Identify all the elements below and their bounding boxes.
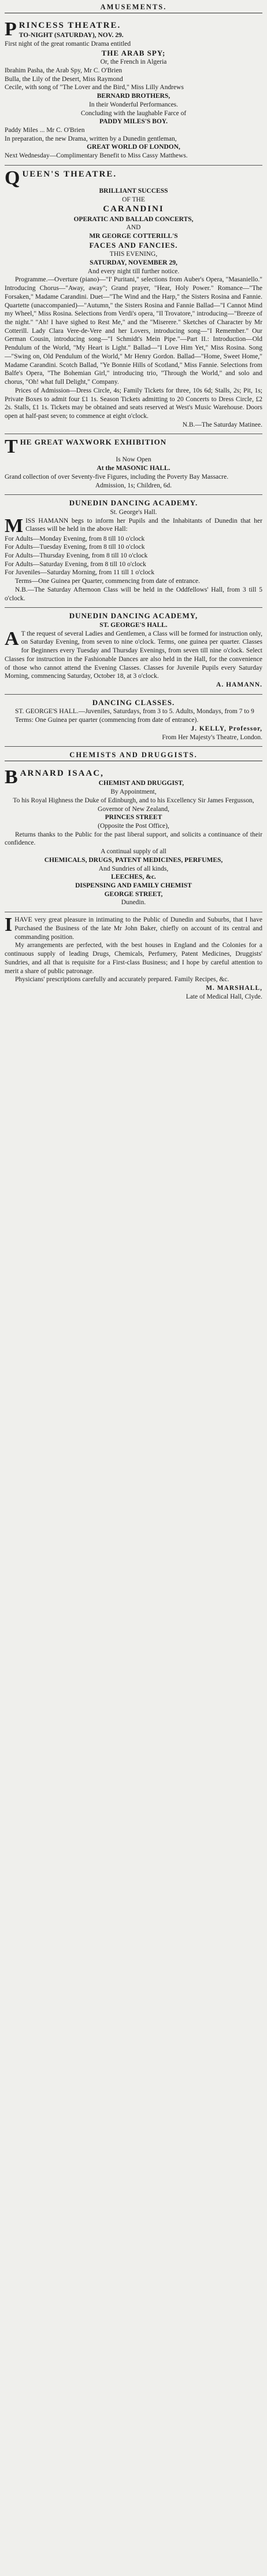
queens-heading (5, 167, 262, 189)
section-title: CHEMISTS AND DRUGGISTS. (5, 750, 262, 761)
ad-line: Cecile, with song of "The Lover and the Bird," Miss Lilly Andrews (5, 84, 184, 91)
prices-text: Prices of Admission—Dress Circle, 4s; Family Tickets for three, 10s 6d; Stalls, 2s; Pit, 1s; Private Boxes to admit four £1 1s. Season Tickets admitting to 20 Concerts to Dress Circle, £2 2s. Stalls, £1 1s. Tickets may be obtained and seats reserved at West's Music Warehouse. Doors open at half-past seven; to commence at eight o'clock. (5, 387, 262, 420)
ad-line: THE ARAB SPY; (101, 48, 166, 57)
ad-line: To his Royal Highness the Duke of Edinburgh, and to his Excellency Sir James Fergusson, Governor of New Zealand, (13, 797, 254, 813)
ad-from: Late of Medical Hall, Clyde. (186, 993, 262, 1000)
ad-line: Grand collection of over Seventy-five Figures, including the Poverty Bay Massacre. (5, 473, 229, 480)
ad-line: By Appointment, (110, 788, 157, 796)
ad-title: UEEN'S THEATRE. (22, 169, 117, 179)
newspaper-page (0, 0, 267, 1011)
ad-line: CHEMICALS, DRUGS, PATENT MEDICINES, PERFUMES, (44, 856, 223, 864)
ad-line: At the MASONIC HALL. (97, 465, 170, 472)
dropcap: T (5, 436, 18, 458)
ad-title: ARNARD ISAAC, (20, 769, 104, 779)
terms-text: Terms—One Guinea per Quarter, commencing from date of entrance. (15, 578, 200, 585)
column-title: AMUSEMENTS. (5, 2, 262, 13)
ad-body: ISS HAMANN begs to inform her Pupils and the Inhabitants of Dunedin that her Classes will be held in the above Hall: (25, 517, 262, 533)
waxwork-heading (5, 436, 262, 458)
dropcap: B (5, 766, 18, 788)
ad-line: Next Wednesday—Complimentary Benefit to Miss Cassy Matthews. (5, 152, 188, 160)
ad-body: My arrangements are perfected, with the best houses in England and the Colonies for a continuous supply of leading Drugs, Chemicals, Perfumery, Patent Medicines, Druggists' Sundries, and all that is requisite for a First-class Business; and I hope by careful attention to merit a share of public patronage. (5, 942, 262, 975)
ad-line: Ibrahim Pasha, the Arab Spy, Mr C. O'Brien (5, 67, 123, 74)
ad-line: CARANDINI (103, 204, 164, 214)
ad-note: N.B.—The Saturday Matinee. (182, 421, 262, 428)
ad-signature: J. KELLY, Professor, (191, 725, 262, 732)
ad-from: From Her Majesty's Theatre, London. (162, 733, 262, 741)
ad-line: MR GEORGE COTTERILL'S (89, 232, 178, 240)
ad-line: In their Wonderful Performances. (88, 101, 179, 108)
barnard-isaac-ad (5, 765, 262, 912)
programme-text: Programme.—Overture (piano)—"I' Puritani," selections from Auber's Opera, "Masaniello." Introducing Chorus—"Away, away"; Grand prayer, "Hear, Holy Power." Romance—"The Forsaken," Madame Carandini. Duet—"The Wind and the Harp," the Sisters Rosina and Fannie. Quartette (unaccompanied)—"Autumn," the Sisters Rosina and Fannie Ballad—"I Cannot Mind my Wheel," Miss Rosina. Selections from Verdi's opera, "Il Trovatore," introducing—"Breeze of the night." "Ah! I have sighed to Rest Me," and the "Miserere." Sketches of Character by Mr Cotterill. Lady Clara Vere-de-Vere and her Lovers, introducing song—"I Remember." Our German Cousin, introducing song—"I Schmidt's Mein Pipe."—Part II.: Introduction—Old Pendulum of the World, "My Heart is Light." Ballad—"I Love Him Yet," Miss Rosina. Song—"Swing on, Old Pendulum of the World," Mr Henry Gordon. Ballad—"Home, Sweet Home," Madame Carandini. Scotch Ballad, "Ye Bonnie Hills of Scotland," Miss Fannie. Selections from Balfe's Opera, "The Bohemian Girl," introducing trio, "Through the World," and solo and chorus, "Oh! what full Delight," Company. (5, 276, 262, 386)
ad-line: And Sundries of all kinds, (98, 865, 169, 872)
ad-line: PADDY MILES'S BOY. (99, 118, 168, 126)
dropcap: P (5, 19, 17, 40)
ad-line: THIS EVENING, (109, 251, 158, 258)
ad-line: AND (126, 224, 141, 232)
ad-line: Admission, 1s; Children, 6d. (95, 482, 172, 489)
ad-line: OPERATIC AND BALLAD CONCERTS, (73, 215, 194, 223)
ad-line: FACES AND FANCIES. (89, 240, 178, 249)
ad-title: DANCING CLASSES. (92, 698, 175, 707)
ad-line: DISPENSING AND FAMILY CHEMIST (75, 882, 192, 890)
ad-line: In preparation, the new Drama, written by a Dunedin gentleman, (5, 135, 177, 142)
ad-line: LEECHES, &c. (111, 874, 156, 881)
schedule-line: For Adults—Thursday Evening, from 8 till 10 o'clock (5, 552, 148, 560)
ad-subtitle: CHEMIST AND DRUGGIST, (98, 780, 184, 787)
dropcap: I (5, 914, 13, 936)
schedule-line: For Adults—Tuesday Evening, from 8 till 10 o'clock (5, 544, 145, 551)
ad-subtitle: St. George's Hall. (110, 508, 157, 516)
ad-line: And every night till further notice. (87, 267, 180, 275)
ad-body: ST. GEORGE'S HALL.—Juveniles, Saturdays, from 3 to 5. Adults, Mondays, from 7 to 9 (15, 708, 254, 715)
dropcap: A (5, 628, 19, 649)
princess-theatre-ad (5, 17, 262, 166)
st-georges-academy-ad (5, 608, 262, 694)
ad-body: Returns thanks to the Public for the past liberal support, and solicits a continuance of their confidence. (5, 831, 262, 847)
ad-line: BERNARD BROTHERS, (97, 93, 170, 100)
ad-title: HE GREAT WAXWORK EXHIBITION (20, 438, 167, 447)
ad-line: (Opposite the Post Office), (98, 823, 169, 830)
marshall-ad (5, 912, 262, 1006)
ad-title: RINCESS THEATRE. (18, 21, 121, 30)
waxwork-ad (5, 434, 262, 495)
ad-line: Is Now Open (116, 456, 151, 464)
dancing-classes-ad (5, 695, 262, 747)
ad-line: SATURDAY, NOVEMBER 29, (90, 259, 177, 266)
ad-line: A continual supply of all (101, 848, 166, 856)
ad-line: GEORGE STREET, (104, 890, 163, 898)
ad-title: DUNEDIN DANCING ACADEMY. (69, 498, 198, 508)
ad-line: Concluding with the laughable Farce of (80, 109, 187, 117)
ad-line: OF THE (122, 196, 145, 203)
ad-line: First night of the great romantic Drama entitled (5, 40, 131, 47)
ad-line: Bulla, the Lily of the Desert, Miss Raymond (5, 75, 123, 83)
ad-title: DUNEDIN DANCING ACADEMY, (69, 611, 198, 621)
ad-line: BRILLIANT SUCCESS (99, 187, 168, 195)
ad-body: T the request of several Ladies and Gentlemen, a Class will be formed for instruction only, on Saturday Evening, from seven to nine o'clock. Terms, one guinea per quarter. Classes for Beginners every Tuesday and Thursday Evenings, from seven till nine o'clock. Select Classes for instruction in the Fashionable Dances are also held in the Hall, for the convenience of those who cannot attend the Evening Classes. Classes for Juvenile Pupils every Saturday Morning, commencing Saturday, October 18, at 3 o'clock. (5, 630, 262, 680)
ad-line: Dunedin. (121, 899, 146, 907)
ad-body: Physicians' prescriptions carefully and accurately prepared. Family Recipes, &c. (15, 976, 229, 984)
note-text: N.B.—The Saturday Afternoon Class will be held in the Oddfellows' Hall, from 3 till 5 o'clock. (5, 586, 262, 602)
ad-line: Paddy Miles ... Mr C. O'Brien (5, 127, 85, 134)
schedule-line: For Adults—Saturday Evening, from 8 till 10 o'clock (5, 560, 146, 568)
ad-line: PRINCES STREET (105, 814, 162, 821)
ad-subtitle: ST. GEORGE'S HALL. (99, 621, 168, 629)
schedule-line: For Juveniles—Saturday Morning, from 11 till 1 o'clock (5, 569, 155, 577)
terms-text: Terms: One Guinea per quarter (commencing from date of entrance). (15, 717, 199, 724)
ad-signature: M. MARSHALL, (206, 984, 262, 992)
ad-line: Or, the French in Algeria (100, 58, 167, 66)
dancing-academy-ad (5, 495, 262, 608)
dropcap: Q (5, 167, 20, 189)
dropcap: M (5, 515, 24, 537)
ad-line: TO-NIGHT (SATURDAY), NOV. 29. (18, 32, 124, 39)
ad-line: GREAT WORLD OF LONDON, (87, 144, 180, 151)
queens-theatre-ad (5, 166, 262, 435)
ad-body: HAVE very great pleasure in intimating to the Public of Dunedin and Suburbs, that I have Purchased the Business of the late Mr John Baker, chiefly on account of its central and commanding position. (14, 916, 262, 941)
schedule-line: For Adults—Monday Evening, from 8 till 10 o'clock (5, 535, 145, 542)
ad-signature: A. HAMANN. (216, 681, 262, 688)
